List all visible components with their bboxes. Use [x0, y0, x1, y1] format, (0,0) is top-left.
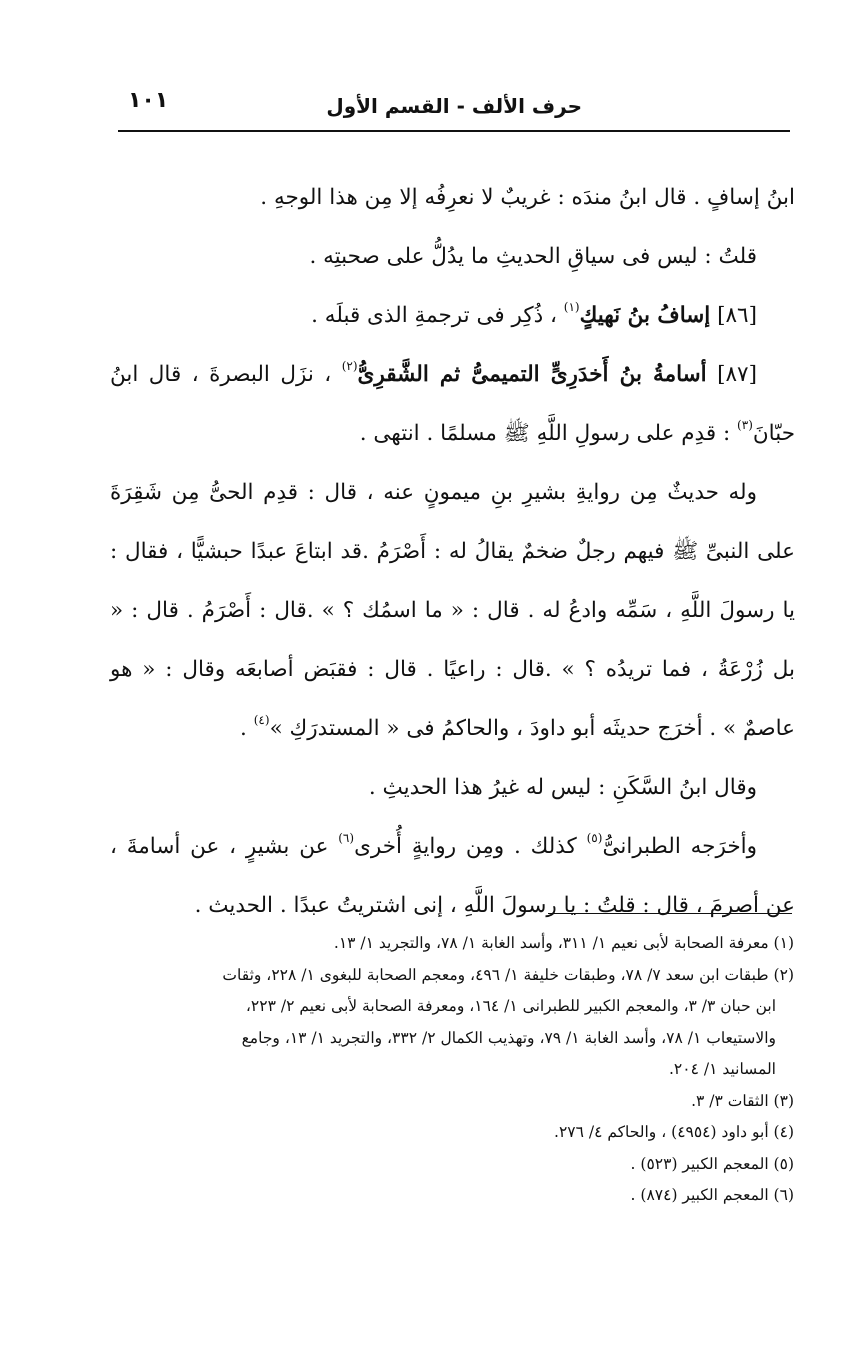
footnote: (٦) المعجم الكبير (٨٧٤) . [630, 1186, 794, 1204]
entry-87 [110, 345, 795, 463]
footnote-marker: (٥) [586, 831, 603, 846]
footnote: (١) معرفة الصحابة لأبى نعيم ١/ ٣١١، وأسد الغابة ١/ ٧٨، والتجريد ١/ ١٣. [333, 934, 794, 952]
entry-number: [٨٧] [717, 362, 757, 387]
entry-name: إسافُ بنُ نَهيكٍ [579, 303, 711, 328]
paragraph-text: وله حديثٌ مِن روايةِ بشيرِ بنِ ميمونٍ عنه ، قال : قدِم الحىُّ مِن شَقِرَةَ على النبىِّ ﷺ فيهم رجلٌ ضخمٌ يقالُ له : أَصْرَمُ .قد ابتاعَ عبدًا حبشيًّا ، فقال : يا رسولَ اللَّهِ ، سَمِّه وادعُ له . قال : « ما اسمُك ؟ » .قال : أَصْرَمُ . قال : « بل زُرْعَةُ ، فما تريدُه ؟ » .قال : راعيًا . قال : فقبَض أصابعَه وقال : « هو عاصمٌ » . أخرَج حديثَه أبو داودَ ، والحاكمُ فى « المستدرَكِ » [110, 480, 795, 741]
footnote-continuation: ابن حبان ٣/ ٣، والمعجم الكبير للطبرانى ١/ ١٦٤، ومعرفة الصحابة لأبى نعيم ٢/ ٢٢٣، [245, 997, 776, 1015]
paragraph-text: كذلك . ومِن روايةٍ أُخرى [354, 834, 577, 859]
entry-text: : قدِم على رسولِ اللَّهِ ﷺ مسلمًا . انتهى . [359, 421, 731, 446]
page-number: ١٠١ [128, 88, 169, 113]
paragraph: ابنُ إسافٍ . قال ابنُ مندَه : غريبٌ لا نعرِفُه إلا مِن هذا الوجهِ . [260, 185, 795, 210]
footnote-rule [548, 913, 792, 914]
paragraph: وقال ابنُ السَّكَنِ : ليس له غيرُ هذا الحديثِ . [368, 775, 757, 800]
paragraph-text: عن بشيرٍ ، عن أسامةَ ، عن أصرمَ ، قال : قلتُ : يا رسولَ اللَّهِ ، إنى اشتريتُ عبدًا . الحديث . [110, 834, 795, 918]
footnote-continuation: والاستيعاب ١/ ٧٨، وأسد الغابة ١/ ٧٩، وتهذيب الكمال ٢/ ٣٣٢، والتجريد ١/ ١٣، وجامع [241, 1028, 776, 1047]
entry-86 [110, 286, 795, 345]
entry-name: أسامةُ بنُ أَخدَرِىٍّ التميمىُّ ثم الشَّقرِىُّ [357, 362, 707, 387]
footnote: (٣) الثقات ٣/ ٣. [691, 1091, 794, 1110]
header-rule [118, 130, 790, 132]
paragraph-text: . [240, 716, 247, 741]
footnote-marker: (٦) [338, 831, 355, 846]
paragraph-text: وأخرَجه الطبرانىُّ [602, 834, 757, 859]
main-text [110, 168, 795, 935]
footnote-marker: (٤) [253, 713, 270, 728]
footnote-marker: (٣) [737, 418, 753, 433]
page-header [118, 84, 790, 130]
footnote: (٢) طبقات ابن سعد ٧/ ٧٨، وطبقات خليفة ١/ ٤٩٦، ومعجم الصحابة للبغوى ١/ ٢٢٨، وثقات [222, 965, 794, 984]
footnote-continuation: المسانيد ١/ ٢٠٤. [668, 1060, 776, 1078]
running-title: حرف الألف - القسم الأول [326, 94, 582, 118]
entry-text: ، ذُكِر فى ترجمةِ الذى قبلَه . [311, 303, 557, 328]
footnotes [108, 928, 794, 1212]
paragraph [110, 817, 795, 935]
footnote: (٥) المعجم الكبير (٥٢٣) . [630, 1154, 794, 1173]
entry-number: [٨٦] [717, 303, 757, 328]
paragraph: قلتُ : ليس فى سياقِ الحديثِ ما يدُلُّ على صحبتِه . [309, 244, 757, 269]
footnote: (٤) أبو داود (٤٩٥٤) ، والحاكم ٤/ ٢٧٦. [554, 1123, 794, 1141]
paragraph [110, 463, 795, 758]
footnote-marker: (١) [563, 300, 580, 315]
footnote-marker: (٢) [341, 359, 358, 374]
entry-text: ، نزَل البصرةَ ، قال ابنُ حبّانَ [110, 362, 795, 446]
